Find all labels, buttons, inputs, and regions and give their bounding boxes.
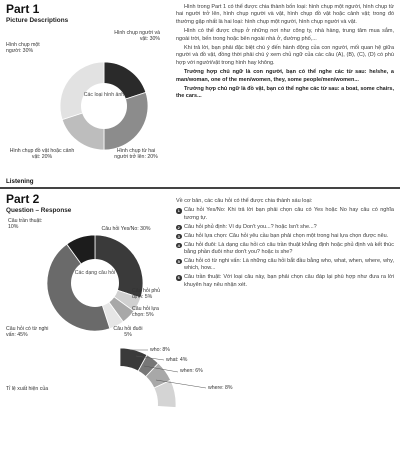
number-badge: 2	[177, 224, 180, 230]
part1-paragraph: Trường hợp chủ ngữ là con người, bạn có thể nghe các từ sau: he/she, a man/woman, one of the men/women, they, some people/men/women...	[176, 69, 394, 83]
part2-text	[176, 198, 394, 290]
list-item: 6 Câu trần thuật: Với loại câu này, bạn phải chọn câu đáp lại phù hợp như đưa ra lời khuyên hay nêu nhận xét.	[177, 274, 394, 288]
part1-label-objects: Hình chụp đồ vật hoặc cảnh vật: 20%	[9, 148, 75, 161]
part3-label-where: where: 8%	[208, 385, 233, 391]
list-item: 5 Câu hỏi có từ nghi vấn: Là những câu hỏi bắt đầu bằng who, what, when, where, why, which, how...	[177, 257, 394, 272]
part3-label-who: who: 8%	[150, 347, 170, 353]
part1-text	[176, 4, 394, 103]
part3-left-label: Tỉ lệ xuất hiện của	[6, 386, 49, 392]
list-item: 4 Câu hỏi đuôi: Là dạng câu hỏi có câu trần thuật khẳng định hoặc phủ định và kết thúc bằng phần đuôi như don't you? hoặc is she?	[177, 241, 394, 255]
part2-donut-hole	[71, 259, 119, 307]
part1-paragraph: Khi trả lời, bạn phải đặc biệt chú ý đến hành động của con người, mối quan hệ giữa người và đồ vật, đồng thời phải chú ý xem chủ ngữ của các câu (A), (B), (C), (D) có phù hợp với người/vật trong hình hay không.	[176, 45, 394, 66]
number-badge: 4	[177, 242, 180, 248]
part2-pie-chart	[42, 230, 148, 336]
list-item: 1 Câu hỏi Yes/No: Khi trả lời bạn phải chọn câu có Yes hoặc No hay câu có nghĩa tương tự.	[177, 207, 394, 221]
part1-pie-chart	[54, 56, 154, 156]
part2-subtitle: Question – Response	[6, 207, 72, 214]
section-divider	[0, 187, 400, 189]
part1-paragraph: Hình trong Part 1 có thể được chia thành bốn loại: hình chụp một người, hình chụp từ hai người trở lên, hình chụp người và vật, hình chụp đồ vật hoặc cảnh vật; trong đó thường gặp nhất là hai loại: hình chụp một người, hình chụp người và vật.	[176, 4, 394, 25]
part1-label-two-people: Hình chụp từ hai người trở lên: 20%	[114, 148, 158, 161]
part2-label-choice: Câu hỏi lựa chọn: 5%	[132, 306, 159, 319]
part2-label-wh: Câu hỏi có từ nghi vấn: 45%	[6, 326, 49, 339]
part2-label-yes-no: Câu hỏi Yes/No: 30%	[101, 226, 151, 232]
list-item: 2 Câu hỏi phủ định: Ví dụ Don't you...? hoặc Isn't she...?	[177, 223, 317, 230]
part1-paragraph: Trường hợp chủ ngữ là đồ vật, bạn có thể nghe các từ sau: a boat, some chairs, the cars...	[176, 86, 394, 100]
part1-title: Part 1	[6, 2, 40, 16]
part2-intro: Về cơ bản, các câu hỏi có thể được chia thành sáu loại:	[176, 198, 313, 204]
part1-donut-hole	[81, 83, 127, 129]
number-badge: 6	[177, 275, 180, 281]
number-badge: 1	[177, 208, 180, 214]
part1-center-label: Các loại hình ảnh	[83, 92, 125, 98]
part1-label-one-person: Hình chụp một người: 30%	[6, 42, 40, 55]
part1-subtitle: Picture Descriptions	[6, 17, 69, 24]
part2-center-label: Các dạng câu hỏi	[74, 270, 116, 276]
part1-label-person-object: Hình chụp người và vật: 30%	[114, 30, 160, 43]
part2-label-tag: Câu hỏi đuôi 5%	[113, 326, 143, 339]
question-type-list	[176, 207, 394, 289]
part1-paragraph: Hình có thể được chụp ở những nơi như công ty, nhà hàng, trung tâm mua sắm, ngoài trời, bến trong hoặc bên ngoài nhà ở, đường phố,...	[176, 28, 394, 42]
part2-title: Part 2	[6, 192, 40, 206]
number-badge: 3	[177, 233, 180, 239]
part3-label-what: what: 4%	[166, 357, 188, 363]
part3-label-when: when: 6%	[180, 368, 203, 374]
section-label-listening: Listening	[6, 178, 34, 185]
list-item: 3 Câu hỏi lựa chọn: Câu hỏi yêu cầu bạn phải chọn một trong hai lựa chọn được nêu.	[177, 232, 389, 239]
part2-label-negative: Câu hỏi phủ định: 5%	[132, 288, 160, 301]
part3-donut-hole	[82, 366, 158, 442]
number-badge: 5	[177, 258, 180, 264]
part2-label-statement: Câu trần thuật: 10%	[8, 218, 43, 231]
